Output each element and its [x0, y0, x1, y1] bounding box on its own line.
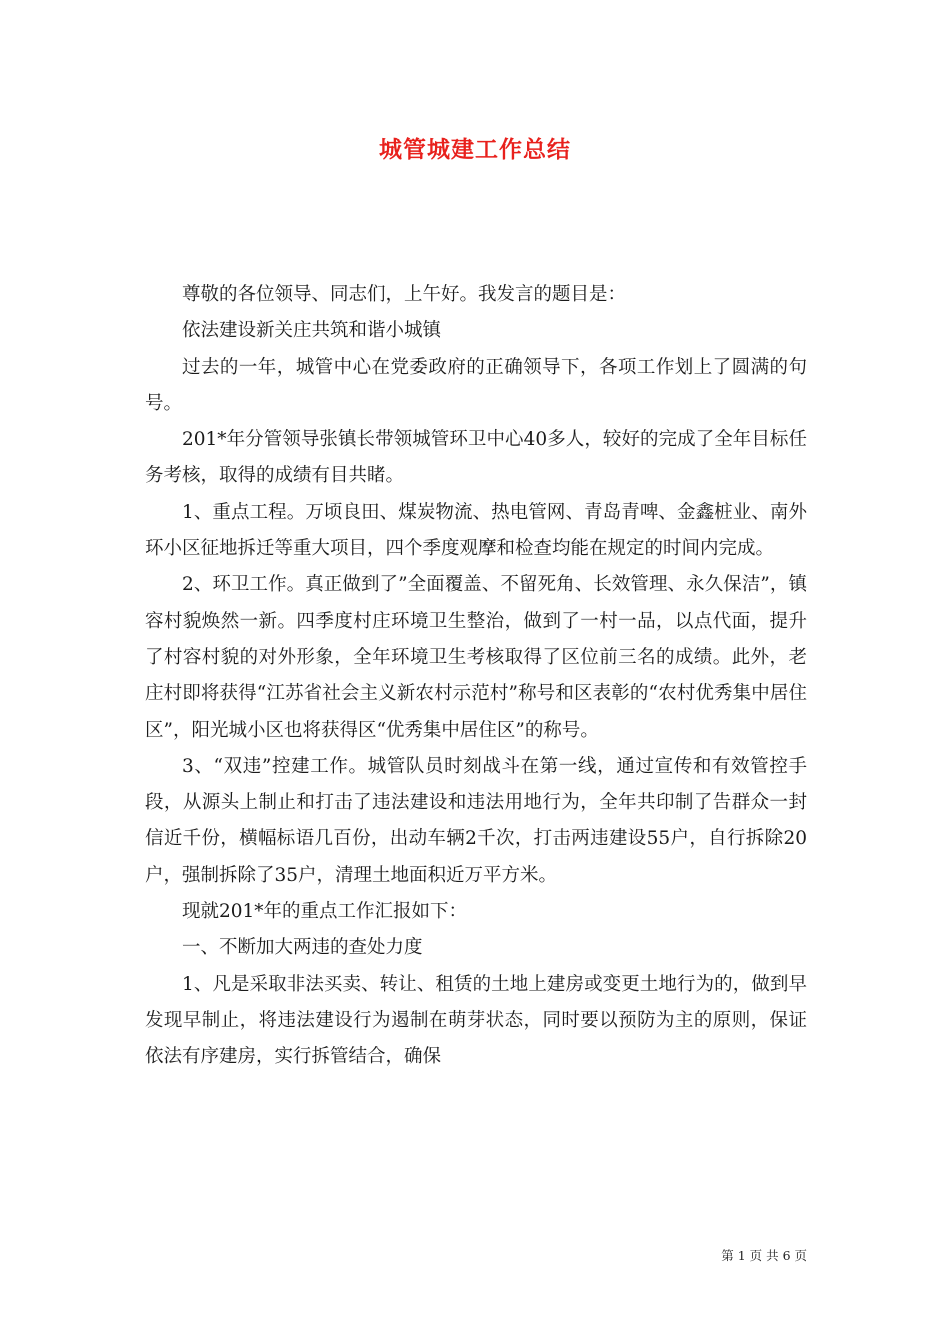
paragraph-greeting: 尊敬的各位领导、同志们，上午好。我发言的题目是：	[182, 284, 627, 305]
page-number-footer: 第 1 页 共 6 页	[721, 1248, 807, 1263]
paragraph-key-projects: 1、重点工程。万顷良田、煤炭物流、热电管网、青岛青啤、金鑫桩业、南外环小区征地拆迁等重大项目，四个季度观摩和检查均能在规定的时间内完成。	[145, 501, 807, 560]
paragraph-section-item-1: 1、凡是采取非法买卖、转让、租赁的土地上建房或变更土地行为的，做到早发现早制止，将违法建设行为遏制在萌芽状态，同时要以预防为主的原则，保证依法有序建房，实行拆管结合，确保	[145, 973, 807, 1068]
paragraph-construction-control: 3、“双违”控建工作。城管队员时刻战斗在第一线，通过宣传和有效管控手段，从源头上制止和打击了违法建设和违法用地行为，全年共印制了告群众一封信近千份，横幅标语几百份，出动车辆2千次，打击两违建设55户，自行拆除20户，强制拆除了35户，清理土地面积近万平方米。	[145, 755, 807, 886]
paragraph-section-heading: 一、不断加大两违的查处力度	[182, 937, 423, 959]
paragraph-sanitation: 2、环卫工作。真正做到了”全面覆盖、不留死角、长效管理、永久保洁”，镇容村貌焕然一新。四季度村庄环境卫生整治，做到了一村一品，以点代面，提升了村容村貌的对外形象，全年环境卫生考核取得了区位前三名的成绩。此外，老庄村即将获得“江苏省社会主义新农村示范村”称号和区表彰的“农村优秀集中居住区”，阳光城小区也将获得区“优秀集中居住区”的称号。	[145, 574, 807, 741]
paragraph-report-intro: 现就201*年的重点工作汇报如下：	[182, 901, 468, 923]
document-title: 城管城建工作总结	[379, 136, 571, 163]
document-body	[145, 277, 807, 1076]
paragraph-summary: 201*年分管领导张镇长带领城管环卫中心40多人，较好的完成了全年目标任务考核，取得的成绩有目共睹。	[145, 429, 807, 487]
paragraph-intro: 过去的一年，城管中心在党委政府的正确领导下，各项工作划上了圆满的句号。	[145, 356, 807, 414]
paragraph-topic: 依法建设新关庄共筑和谐小城镇	[182, 320, 442, 342]
